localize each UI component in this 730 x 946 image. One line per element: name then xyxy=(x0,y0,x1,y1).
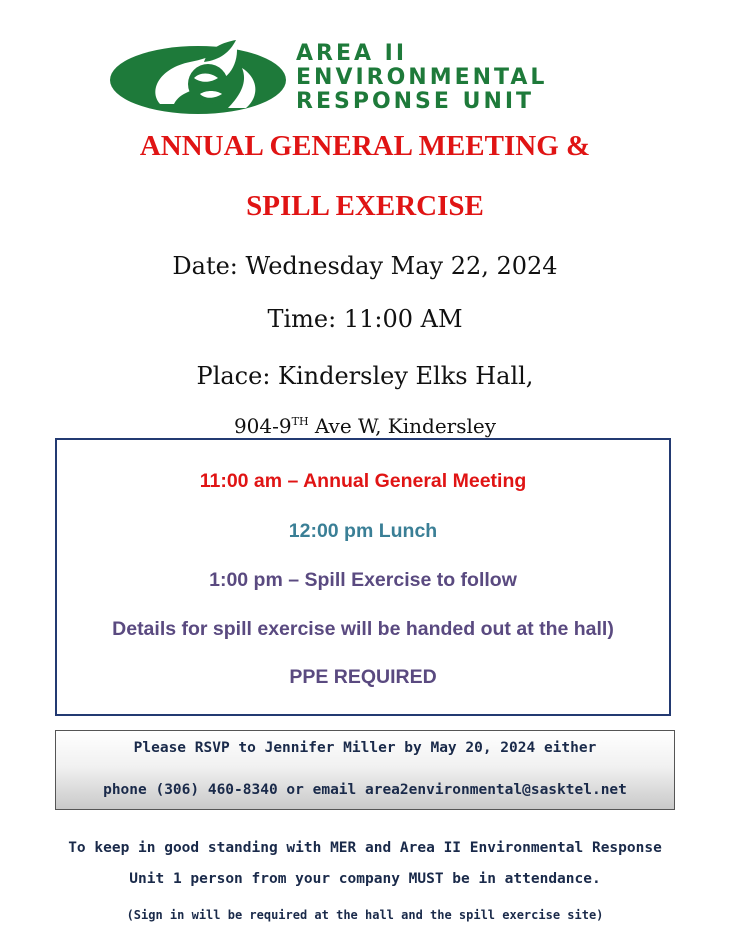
sign-in-note: (Sign in will be required at the hall and the spill exercise site) xyxy=(126,908,604,922)
rsvp-line-2: phone (306) 460-8340 or email area2environmental@sasktel.net xyxy=(103,782,627,798)
event-place: Place: Kindersley Elks Hall, xyxy=(196,362,534,390)
schedule-item-details: Details for spill exercise will be handed out at the hall) xyxy=(112,618,614,640)
attendance-note-line-1: To keep in good standing with MER and Area II Environmental Response xyxy=(68,840,662,856)
logo-line-2: ENVIRONMENTAL xyxy=(296,65,548,90)
event-time: Time: 11:00 AM xyxy=(267,305,463,333)
address-number: 904-9 xyxy=(233,414,292,438)
globe-leaf-icon xyxy=(108,38,288,116)
event-title-line-2: SPILL EXERCISE xyxy=(246,190,484,222)
attendance-note-line-2: Unit 1 person from your company MUST be in attendance. xyxy=(129,871,601,887)
logo-line-3: RESPONSE UNIT xyxy=(296,89,535,114)
address-rest: Ave W, Kindersley xyxy=(308,414,497,438)
schedule-box xyxy=(55,438,671,716)
schedule-item-spill-exercise: 1:00 pm – Spill Exercise to follow xyxy=(209,569,517,591)
event-date: Date: Wednesday May 22, 2024 xyxy=(172,252,558,280)
rsvp-line-1: Please RSVP to Jennifer Miller by May 20, 2024 either xyxy=(133,740,597,756)
event-title-line-1: ANNUAL GENERAL MEETING & xyxy=(139,130,591,162)
schedule-item-lunch: 12:00 pm Lunch xyxy=(288,520,438,542)
rsvp-box xyxy=(55,730,675,810)
logo-text xyxy=(296,42,547,114)
schedule-item-agm: 11:00 am – Annual General Meeting xyxy=(199,470,527,492)
logo-line-1: AREA II xyxy=(296,41,408,66)
schedule-item-ppe: PPE REQUIRED xyxy=(289,666,437,688)
address-suffix: TH xyxy=(291,415,309,428)
logo xyxy=(108,38,620,116)
event-address xyxy=(0,414,730,438)
